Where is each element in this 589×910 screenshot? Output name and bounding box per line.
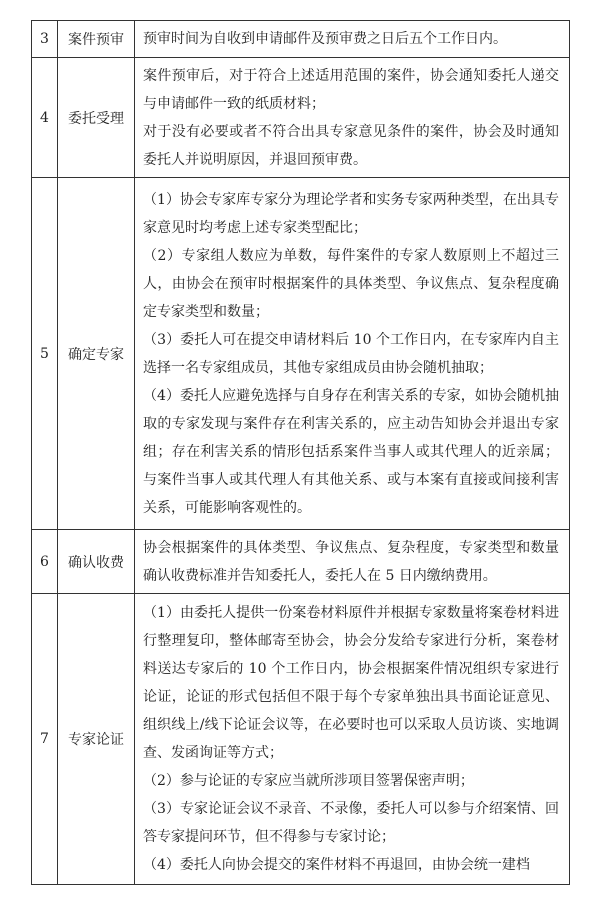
step-stage: 委托受理 bbox=[58, 58, 135, 178]
table-row bbox=[32, 594, 570, 885]
description-paragraph: （3）专家论证会议不录音、不录像，委托人可以参与介绍案情、回答专家提问环节，但不得参与专家讨论； bbox=[143, 801, 559, 845]
description-paragraph: （2）专家组人数应为单数，每件案件的专家人数原则上不超过三人，由协会在预审时根据案件的具体类型、争议焦点、复杂程度确定专家类型和数量； bbox=[143, 247, 559, 320]
description-paragraph: （1）由委托人提供一份案卷材料原件并根据专家数量将案卷材料进行整理复印，整体邮寄至协会，协会分发给专家进行分析，案卷材料送达专家后的 10 个工作日内，协会根据案件情况组织专家进行论证，论证的形式包括但不限于每个专家单独出具书面论证意见、组织线上/线下论证会议等，在必要时也可以采取人员访谈、实地调查、发函询证等方式； bbox=[143, 605, 559, 761]
step-stage: 专家论证 bbox=[58, 594, 135, 885]
description-paragraph: 协会根据案件的具体类型、争议焦点、复杂程度，专家类型和数量确认收费标准并告知委托人，委托人在 5 日内缴纳费用。 bbox=[143, 539, 559, 584]
step-description bbox=[135, 530, 570, 594]
step-stage: 案件预审 bbox=[58, 21, 135, 58]
table-row bbox=[32, 178, 570, 530]
table-row bbox=[32, 21, 570, 58]
description-paragraph: （3）委托人可在提交申请材料后 10 个工作日内，在专家库内自主选择一名专家组成员，其他专家组成员由协会随机抽取； bbox=[143, 331, 559, 376]
step-number: 7 bbox=[32, 594, 58, 885]
step-description bbox=[135, 594, 570, 885]
description-paragraph: 预审时间为自收到申请邮件及预审费之日后五个工作日内。 bbox=[143, 31, 507, 47]
step-number: 3 bbox=[32, 21, 58, 58]
description-paragraph: （4）委托人向协会提交的案件材料不再退回，由协会统一建档 bbox=[143, 857, 530, 873]
procedure-table bbox=[31, 20, 570, 885]
description-paragraph: （4）委托人应避免选择与自身存在利害关系的专家，如协会随机抽取的专家发现与案件存在利害关系的，应主动告知协会并退出专家组；存在利害关系的情形包括系案件当事人或其代理人的近亲属；与案件当事人或其代理人有其他关系、或与本案有直接或间接利害关系，可能影响客观性的。 bbox=[143, 387, 559, 516]
step-number: 6 bbox=[32, 530, 58, 594]
step-number: 4 bbox=[32, 58, 58, 178]
description-paragraph: （1）协会专家库专家分为理论学者和实务专家两种类型，在出具专家意见时均考虑上述专家类型配比； bbox=[143, 191, 559, 236]
description-paragraph: （2）参与论证的专家应当就所涉项目签署保密声明； bbox=[143, 773, 474, 789]
table-row bbox=[32, 530, 570, 594]
step-stage: 确定专家 bbox=[58, 178, 135, 530]
step-stage: 确认收费 bbox=[58, 530, 135, 594]
step-description bbox=[135, 58, 570, 178]
step-number: 5 bbox=[32, 178, 58, 530]
description-paragraph: 对于没有必要或者不符合出具专家意见条件的案件，协会及时通知委托人并说明原因，并退回预审费。 bbox=[143, 123, 559, 168]
table-row bbox=[32, 58, 570, 178]
step-description bbox=[135, 21, 570, 58]
description-paragraph: 案件预审后，对于符合上述适用范围的案件，协会通知委托人递交与申请邮件一致的纸质材料； bbox=[143, 67, 559, 112]
step-description bbox=[135, 178, 570, 530]
